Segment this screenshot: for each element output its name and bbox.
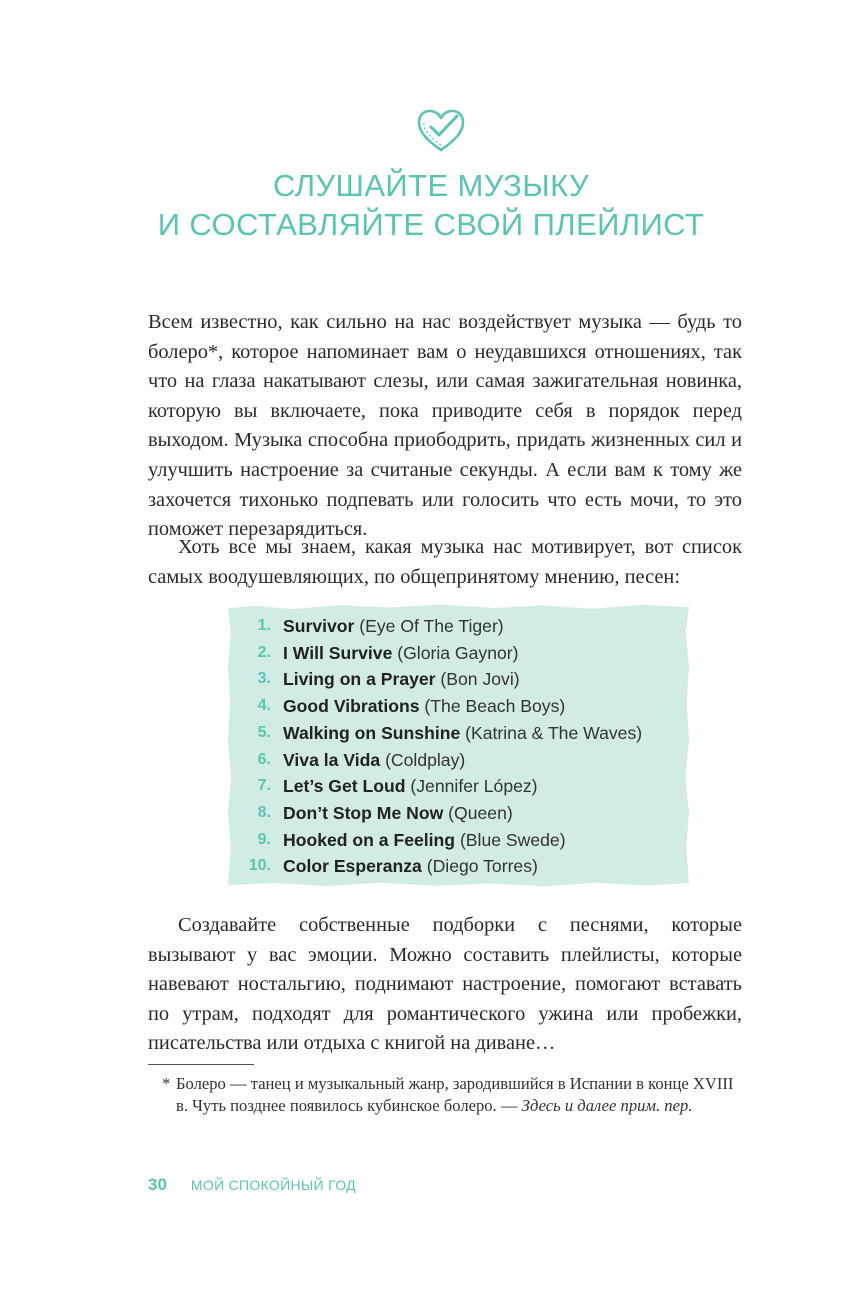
page-title (0, 166, 862, 244)
list-item (228, 827, 689, 854)
page-footer (148, 1175, 356, 1195)
song-list (228, 613, 689, 880)
song-title: Survivor (283, 616, 355, 636)
song-artist: (Gloria Gaynor) (397, 642, 519, 663)
song-artist: (Katrina & The Waves) (465, 722, 643, 743)
footnote-text: Болеро — танец и музыкальный жанр, зародившийся в Испании в конце XVIII в. Чуть позднее появилось кубинское болеро. — (176, 1074, 734, 1115)
paragraph-playlists: Создавайте собственные подборки с песнями, которые вызывают у вас эмоции. Можно составить плейлисты, которые навевают ностальгию, поднимают настроение, помогают вставать по утрам, подходят для романтического ужина или пробежки, писательства или отдыха с книгой на диване… (148, 914, 742, 1055)
list-number: 8. (257, 803, 271, 821)
list-number: 7. (257, 777, 271, 795)
list-item (228, 720, 689, 747)
song-artist: (Queen) (448, 802, 513, 823)
title-line-2: И СОСТАВЛЯЙТЕ СВОЙ ПЛЕЙЛИСТ (157, 207, 705, 242)
song-title: Walking on Sunshine (283, 722, 461, 743)
song-artist: (Eye Of The Tiger) (359, 616, 504, 636)
running-title: МОЙ СПОКОЙНЫЙ ГОД (190, 1177, 356, 1193)
song-artist: (The Beach Boys) (424, 696, 566, 717)
list-item (228, 773, 689, 800)
footnote-italic-note: Здесь и далее прим. пер. (521, 1096, 693, 1115)
page-number: 30 (148, 1175, 167, 1194)
song-title: Hooked on a Feeling (283, 829, 456, 850)
list-number: 10. (248, 857, 271, 875)
song-title: Living on a Prayer (283, 669, 436, 690)
list-number: 6. (257, 750, 271, 768)
title-line-1: СЛУШАЙТЕ МУЗЫКУ (272, 168, 590, 203)
song-artist: (Coldplay) (385, 749, 466, 770)
song-title: Good Vibrations (283, 696, 420, 717)
song-title: Color Esperanza (283, 856, 422, 877)
song-title: Viva la Vida (283, 749, 381, 770)
song-artist: (Blue Swede) (459, 829, 566, 850)
footnote-marker: * (162, 1074, 171, 1093)
paragraph-intro: Всем известно, как сильно на нас воздействует музыка — будь то болеро*, которое напоминает вам о неудавшихся отношениях, так что на глаза накатывают слезы, или самая зажигательная новинка, которую вы включаете, пока приводите себя в порядок перед выходом. Музыка способна приободрить, придать жизненных сил и улучшить настроение за считаные секунды. А если вам к тому же захочется тихонько подпевать или голосить что есть мочи, то это поможет перезарядиться. (148, 311, 742, 541)
list-number: 1. (257, 617, 271, 634)
footnote-divider (148, 1064, 254, 1065)
list-item (228, 693, 689, 720)
song-artist: (Bon Jovi) (440, 669, 520, 690)
list-item (228, 666, 689, 693)
song-title: Don’t Stop Me Now (283, 802, 444, 823)
song-title: I Will Survive (283, 642, 393, 663)
song-title: Let’s Get Loud (283, 776, 406, 797)
list-item (228, 640, 689, 667)
song-artist: (Diego Torres) (426, 856, 538, 877)
list-number: 3. (257, 670, 271, 688)
list-number: 9. (257, 830, 271, 848)
list-item (228, 800, 689, 827)
list-item (228, 747, 689, 774)
list-number: 2. (257, 643, 271, 661)
list-item (228, 853, 689, 880)
footnote (162, 1073, 748, 1117)
list-number: 5. (257, 723, 271, 741)
heart-check-icon (411, 101, 471, 161)
list-item (228, 613, 689, 640)
paragraph-list-intro: Хоть все мы знаем, какая музыка нас мотивирует, вот список самых воодушевляющих, по общепринятому мнению, песен: (148, 536, 742, 588)
list-number: 4. (257, 697, 271, 715)
song-artist: (Jennifer López) (410, 776, 538, 797)
